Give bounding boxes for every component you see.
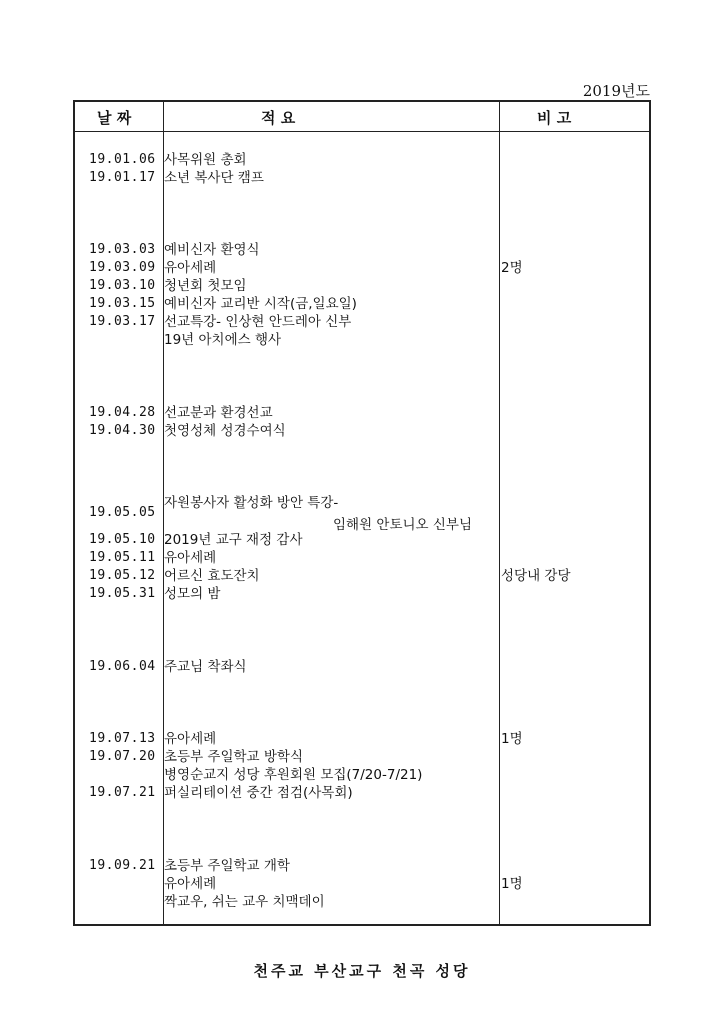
row-date: 19.09.21 xyxy=(89,858,156,873)
row-desc: 예비신자 교리반 시작(금,일요일) xyxy=(164,296,357,312)
header-divider xyxy=(75,131,649,132)
table-row xyxy=(75,658,649,676)
row-desc: 퍼실리테이션 중간 점검(사목회) xyxy=(164,785,353,801)
row-desc: 선교특강- 인상현 안드레아 신부 xyxy=(164,314,352,330)
row-desc: 초등부 주일학교 개학 xyxy=(164,858,290,874)
header-date: 날 짜 xyxy=(97,109,132,127)
table-row xyxy=(75,531,649,549)
row-date: 19.03.17 xyxy=(89,314,156,329)
row-desc: 유아세례 xyxy=(164,731,217,747)
header-summary: 적 요 xyxy=(261,109,296,127)
row-date: 19.01.17 xyxy=(89,170,156,185)
table-row xyxy=(75,331,649,349)
row-desc: 짝교우, 쉬는 교우 치맥데이 xyxy=(164,894,325,910)
row-note: 성당내 강당 xyxy=(501,568,571,584)
table-row xyxy=(75,169,649,187)
table-row xyxy=(75,241,649,259)
row-date: 19.03.15 xyxy=(89,296,156,311)
table-row xyxy=(75,151,649,169)
row-desc: 초등부 주일학교 방학식 xyxy=(164,749,303,765)
table-row xyxy=(75,567,649,585)
year-label: 2019년도 xyxy=(582,82,650,100)
table-row xyxy=(75,404,649,422)
table-row xyxy=(75,893,649,911)
table-row xyxy=(75,295,649,313)
row-date: 19.03.09 xyxy=(89,260,156,275)
table-row xyxy=(75,784,649,802)
row-desc: 유아세례 xyxy=(164,876,217,892)
row-desc: 자원봉사자 활성화 방안 특강- xyxy=(164,495,339,511)
table-row xyxy=(75,766,649,784)
row-desc: 첫영성체 성경수여식 xyxy=(164,423,286,439)
row-date: 19.07.21 xyxy=(89,785,156,800)
table-row xyxy=(75,857,649,875)
row-date: 19.07.13 xyxy=(89,731,156,746)
table-row xyxy=(75,259,649,277)
row-note: 1명 xyxy=(501,731,523,747)
row-date: 19.05.31 xyxy=(89,586,156,601)
row-note: 2명 xyxy=(501,260,523,276)
table-row xyxy=(75,730,649,748)
row-note: 1명 xyxy=(501,876,523,892)
row-desc: 예비신자 환영식 xyxy=(164,242,260,258)
table-row xyxy=(75,277,649,295)
row-desc: 19년 아치에스 행사 xyxy=(164,332,282,348)
row-desc: 청년회 첫모임 xyxy=(164,278,247,294)
row-date: 19.05.12 xyxy=(89,568,156,583)
row-desc: 유아세례 xyxy=(164,550,217,566)
row-date: 19.05.10 xyxy=(89,532,156,547)
footer-church-name: 천주교 부산교구 천곡 성당 xyxy=(253,962,471,980)
row-date: 19.04.30 xyxy=(89,423,156,438)
header-note: 비 고 xyxy=(537,109,572,127)
row-desc: 2019년 교구 재정 감사 xyxy=(164,532,303,548)
row-desc: 어르신 효도잔치 xyxy=(164,568,260,584)
row-desc: 선교분과 환경선교 xyxy=(164,405,273,421)
row-date: 19.05.11 xyxy=(89,550,156,565)
row-date: 19.06.04 xyxy=(89,659,156,674)
row-date: 19.05.05 xyxy=(89,505,156,520)
row-date: 19.03.10 xyxy=(89,278,156,293)
row-desc: 사목위원 총회 xyxy=(164,152,247,168)
table-row xyxy=(75,422,649,440)
row-date: 19.01.06 xyxy=(89,152,156,167)
row-desc: 성모의 밤 xyxy=(164,586,221,602)
row-desc: 주교님 착좌식 xyxy=(164,659,247,675)
row-date: 19.07.20 xyxy=(89,749,156,764)
row-date: 19.04.28 xyxy=(89,405,156,420)
table-row xyxy=(75,549,649,567)
row-desc: 소년 복사단 캠프 xyxy=(164,170,264,186)
record-table xyxy=(73,100,651,926)
row-desc-continued: 임해원 안토니오 신부님 xyxy=(333,517,472,533)
table-row xyxy=(75,875,649,893)
row-desc: 병영순교지 성당 후원회원 모집(7/20-7/21) xyxy=(164,767,423,783)
table-row xyxy=(75,748,649,766)
row-date: 19.03.03 xyxy=(89,242,156,257)
table-row xyxy=(75,313,649,331)
row-desc: 유아세례 xyxy=(164,260,217,276)
table-row xyxy=(75,585,649,603)
